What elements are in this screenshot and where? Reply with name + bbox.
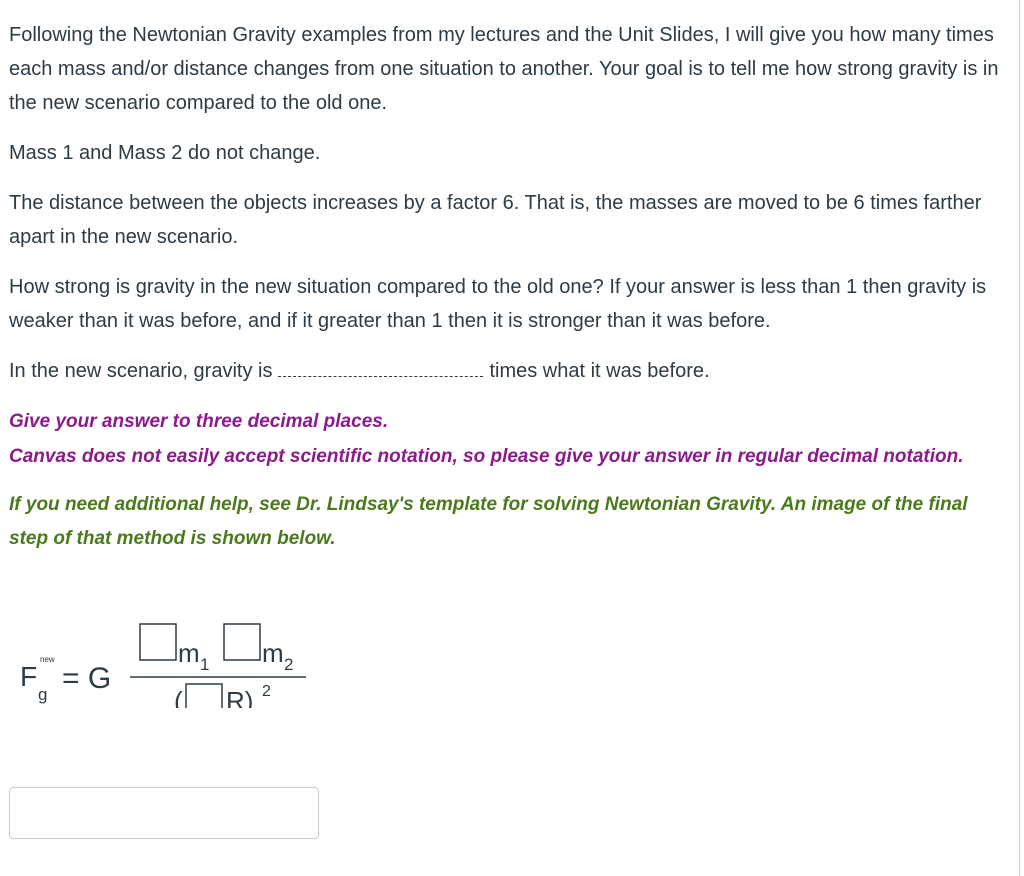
distance-factor-box <box>186 684 222 708</box>
formula-r: R) <box>226 686 254 708</box>
answer-instructions <box>9 404 999 474</box>
answer-input[interactable] <box>9 787 319 839</box>
mass1-factor-box <box>140 624 176 660</box>
distance-statement: The distance between the objects increases by a factor 6. That is, the masses are moved to be 6 times farther apart in the new scenario. <box>9 192 982 248</box>
formula-equals-g: = G <box>62 662 112 695</box>
question-paragraph: How strong is gravity in the new situation compared to the old one? If your answer is less than 1 then gravity is weaker than it was before, and if it greater than 1 then it is stronger than it was before. <box>9 276 987 332</box>
mass2-factor-box <box>224 624 260 660</box>
formula-m2-sub: 2 <box>284 655 294 674</box>
formula-force: F <box>20 661 38 692</box>
decimal-places-note: Give your answer to three decimal places. <box>9 411 389 432</box>
page-right-border <box>1019 0 1020 876</box>
formula-superscript: new <box>40 655 55 664</box>
gravity-formula-image <box>0 598 320 708</box>
notation-note: Canvas does not easily accept scientific notation, so please give your answer in regular decimal notation. <box>9 446 964 467</box>
masses-statement: Mass 1 and Mass 2 do not change. <box>9 142 321 164</box>
formula-open-paren: ( <box>174 686 183 708</box>
formula-m2: m <box>262 638 284 668</box>
intro-paragraph: Following the Newtonian Gravity examples from my lectures and the Unit Slides, I will give you how many times each mass and/or distance changes from one situation to another. Your goal is to tell me how strong gravity is in the new scenario compared to the old one. <box>9 24 999 114</box>
answer-prompt-before: In the new scenario, gravity is <box>9 360 273 382</box>
formula-subscript: g <box>38 685 48 704</box>
answer-prompt <box>9 354 999 388</box>
answer-blank <box>278 358 483 377</box>
formula-m1-sub: 1 <box>200 655 210 674</box>
formula-exponent: 2 <box>262 683 271 700</box>
answer-prompt-after: times what it was before. <box>489 360 710 382</box>
formula-m1: m <box>178 638 200 668</box>
help-note: If you need additional help, see Dr. Lindsay's template for solving Newtonian Gravity. An image of the final step of that method is shown below. <box>9 494 968 549</box>
question-body <box>9 18 999 572</box>
gravity-formula <box>0 598 320 708</box>
